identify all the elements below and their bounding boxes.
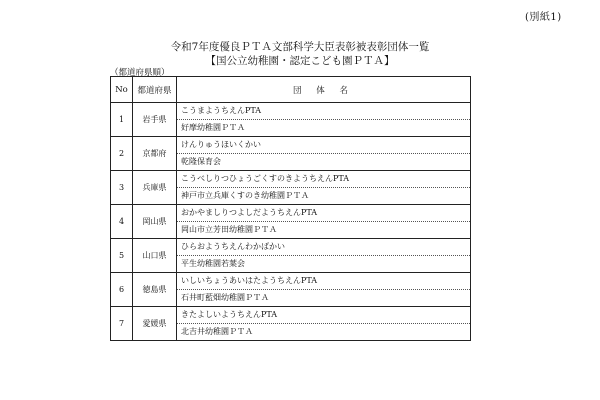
row-prefecture: 岩手県 bbox=[133, 103, 177, 137]
row-org-name: 神戸市立兵庫くすのき幼稚園ＰＴＡ bbox=[181, 191, 309, 200]
order-note: （都道府県順） bbox=[110, 68, 170, 78]
table-row bbox=[111, 273, 471, 307]
table-row bbox=[111, 171, 471, 205]
row-no: 1 bbox=[111, 103, 133, 137]
row-reading: きたよしいようちえんPTA bbox=[177, 307, 470, 324]
row-names bbox=[177, 103, 471, 137]
row-names bbox=[177, 307, 471, 341]
row-prefecture: 京都府 bbox=[133, 137, 177, 171]
row-names bbox=[177, 205, 471, 239]
row-org-name: 好摩幼稚園ＰＴＡ bbox=[181, 123, 245, 132]
row-names bbox=[177, 137, 471, 171]
row-no: 5 bbox=[111, 239, 133, 273]
table-row bbox=[111, 307, 471, 341]
row-reading: ひらおようちえんわかばかい bbox=[177, 239, 470, 256]
row-no: 6 bbox=[111, 273, 133, 307]
row-reading: いしいちょうあいはたようちえんPTA bbox=[177, 273, 470, 290]
table-row bbox=[111, 137, 471, 171]
row-names bbox=[177, 239, 471, 273]
row-no: 7 bbox=[111, 307, 133, 341]
title-line-1: 令和7年度優良ＰＴＡ文部科学大臣表彰被表彰団体一覧 bbox=[170, 41, 430, 53]
row-reading: けんりゅうほいくかい bbox=[177, 137, 470, 154]
row-no: 2 bbox=[111, 137, 133, 171]
row-prefecture: 徳島県 bbox=[133, 273, 177, 307]
row-no: 3 bbox=[111, 171, 133, 205]
table-row bbox=[111, 239, 471, 273]
table-header-row bbox=[111, 77, 471, 103]
row-reading: こうべしりつひょうごくすのきようちえんPTA bbox=[177, 171, 470, 188]
row-names bbox=[177, 273, 471, 307]
row-prefecture: 岡山県 bbox=[133, 205, 177, 239]
row-reading: こうまようちえんPTA bbox=[177, 103, 470, 120]
row-prefecture: 兵庫県 bbox=[133, 171, 177, 205]
row-reading: おかやましりつよしだようちえんPTA bbox=[177, 205, 470, 222]
attachment-label: (別紙1) bbox=[525, 12, 562, 23]
document-title bbox=[0, 40, 600, 68]
row-prefecture: 愛媛県 bbox=[133, 307, 177, 341]
header-no: No bbox=[111, 77, 133, 103]
row-org-name: 岡山市立芳田幼稚園ＰＴＡ bbox=[181, 225, 277, 234]
header-prefecture: 都道府県 bbox=[133, 77, 177, 103]
row-org-name: 平生幼稚園若葉会 bbox=[181, 259, 245, 268]
row-prefecture: 山口県 bbox=[133, 239, 177, 273]
row-names bbox=[177, 171, 471, 205]
row-org-name: 乾隆保育会 bbox=[181, 157, 221, 166]
awardee-table bbox=[110, 76, 471, 341]
table-row bbox=[111, 103, 471, 137]
table-row bbox=[111, 205, 471, 239]
row-no: 4 bbox=[111, 205, 133, 239]
row-org-name: 北吉井幼稚園ＰＴＡ bbox=[181, 327, 253, 336]
row-org-name: 石井町藍畑幼稚園ＰＴＡ bbox=[181, 293, 269, 302]
header-organization-name: 団 体 名 bbox=[177, 77, 471, 103]
title-line-2: 【国公立幼稚園・認定こども園ＰＴＡ】 bbox=[205, 55, 395, 67]
